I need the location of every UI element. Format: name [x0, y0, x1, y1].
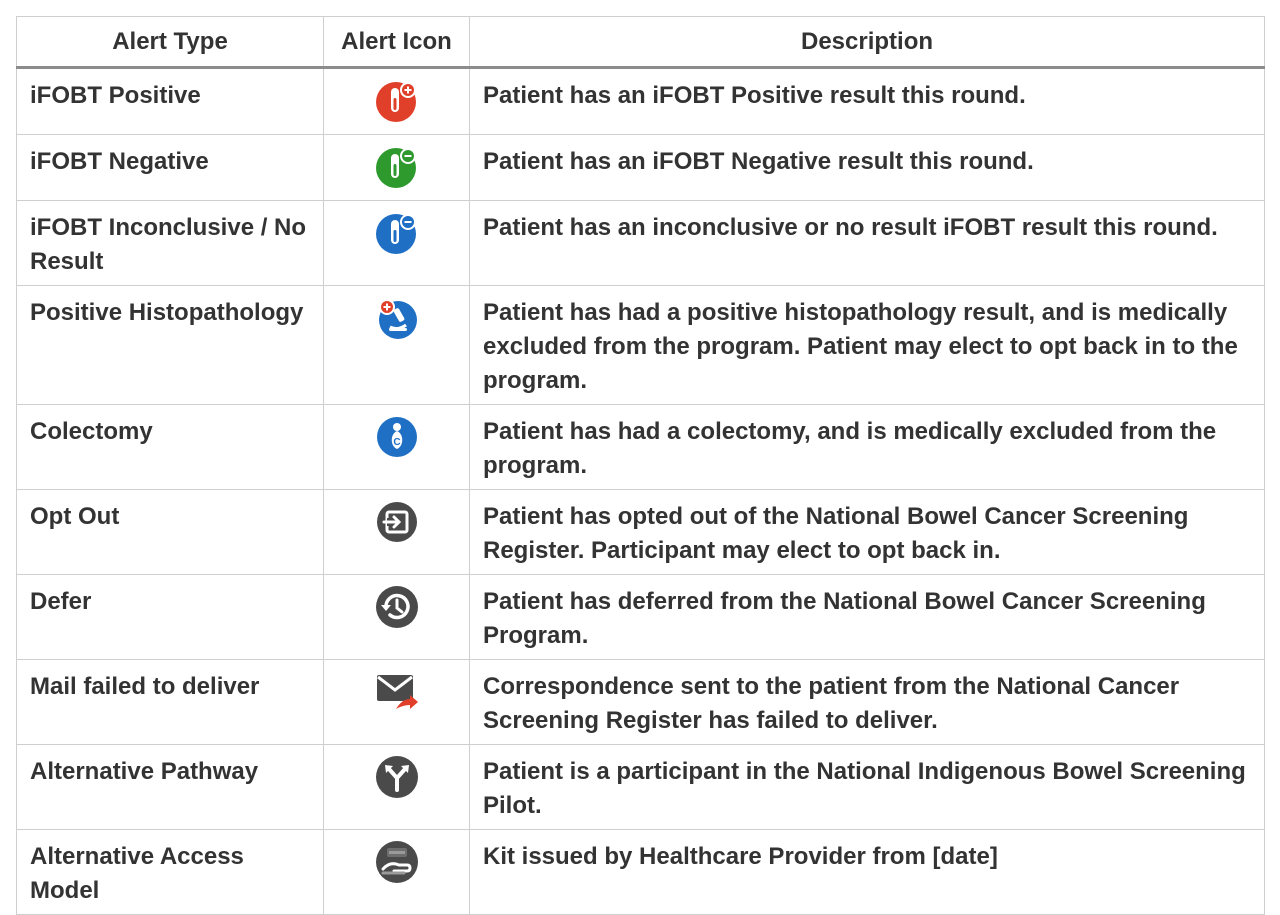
alert-types-table	[16, 16, 1265, 915]
alert-description-cell: Patient has had a positive histopathology result, and is medically excluded from the program. Patient may elect to opt back in to the program.	[470, 286, 1265, 405]
alert-type-cell: Mail failed to deliver	[17, 660, 324, 745]
table-row	[17, 660, 1265, 745]
table-row	[17, 745, 1265, 830]
header-alert-type: Alert Type	[17, 17, 324, 68]
alert-type-cell: Alternative Pathway	[17, 745, 324, 830]
alert-description-cell: Patient has an iFOBT Positive result this round.	[470, 68, 1265, 135]
table-row	[17, 286, 1265, 405]
ifobt-inconclusive-icon	[374, 210, 420, 256]
table-row	[17, 490, 1265, 575]
table-row	[17, 135, 1265, 201]
alert-type-cell: Opt Out	[17, 490, 324, 575]
alert-description-cell: Kit issued by Healthcare Provider from [date]	[470, 830, 1265, 915]
ifobt-positive-icon	[374, 78, 420, 124]
table-row	[17, 405, 1265, 490]
table-row	[17, 68, 1265, 135]
table-row	[17, 575, 1265, 660]
ifobt-negative-icon	[374, 144, 420, 190]
alert-description-cell: Patient has deferred from the National Bowel Cancer Screening Program.	[470, 575, 1265, 660]
table-header-row	[17, 17, 1265, 68]
mail-failed-icon	[374, 669, 420, 715]
alert-type-cell: Positive Histopathology	[17, 286, 324, 405]
table-row	[17, 830, 1265, 915]
defer-icon	[374, 584, 420, 630]
colectomy-icon	[374, 414, 420, 460]
alert-description-cell: Patient has an iFOBT Negative result this round.	[470, 135, 1265, 201]
alert-type-cell: iFOBT Negative	[17, 135, 324, 201]
alert-type-cell: iFOBT Positive	[17, 68, 324, 135]
alert-type-cell: Colectomy	[17, 405, 324, 490]
alert-description-cell: Patient has opted out of the National Bowel Cancer Screening Register. Participant may elect to opt back in.	[470, 490, 1265, 575]
alternative-access-model-icon	[374, 839, 420, 885]
header-description: Description	[470, 17, 1265, 68]
table-row	[17, 201, 1265, 286]
alert-description-cell: Patient is a participant in the National Indigenous Bowel Screening Pilot.	[470, 745, 1265, 830]
alert-description-cell: Patient has had a colectomy, and is medically excluded from the program.	[470, 405, 1265, 490]
svg-text:C: C	[392, 437, 401, 448]
alert-description-cell: Correspondence sent to the patient from the National Cancer Screening Register has failed to deliver.	[470, 660, 1265, 745]
positive-histopathology-icon	[374, 295, 420, 341]
alert-type-cell: iFOBT Inconclusive / No Result	[17, 201, 324, 286]
opt-out-icon	[374, 499, 420, 545]
header-alert-icon: Alert Icon	[324, 17, 470, 68]
alert-type-cell: Defer	[17, 575, 324, 660]
alternative-pathway-icon	[374, 754, 420, 800]
alert-type-cell: Alternative Access Model	[17, 830, 324, 915]
alert-description-cell: Patient has an inconclusive or no result iFOBT result this round.	[470, 201, 1265, 286]
